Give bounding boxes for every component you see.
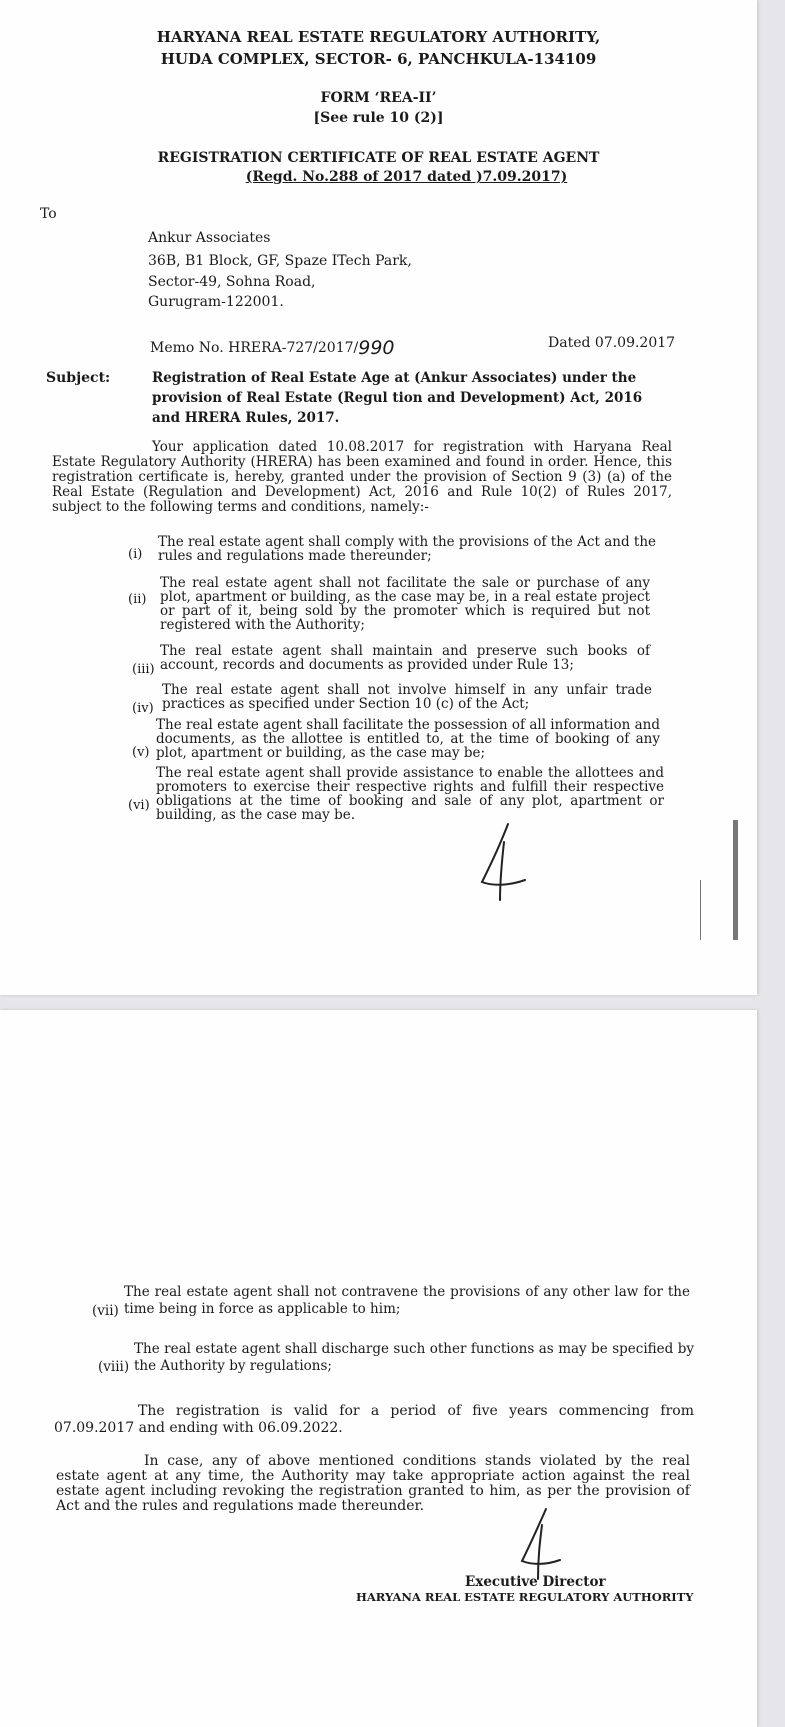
condition-text: The real estate agent shall provide assistance to enable the allottees and promoters to exercise their respective rights and fulfill their respective obligations at the time of booking and sale of any plot, apartment or building, as the case may be. bbox=[156, 765, 664, 823]
condition-number: (v) bbox=[132, 745, 150, 760]
handwritten-memo-number: 990 bbox=[358, 337, 395, 359]
condition-text: The real estate agent shall comply with the provisions of the Act and the rules and regulations made thereunder; bbox=[158, 534, 656, 564]
condition-text: The real estate agent shall discharge such other functions as may be specified by the Authority by regulations; bbox=[134, 1341, 694, 1374]
authority-address: HUDA COMPLEX, SECTOR- 6, PANCHKULA-134109 bbox=[160, 50, 597, 68]
address-line-2: Sector-49, Sohna Road, bbox=[148, 274, 316, 290]
subject-line-2: provision of Real Estate (Regul tion and Development) Act, 2016 bbox=[152, 390, 643, 406]
signature-initials bbox=[510, 1505, 570, 1585]
address-line-1: 36B, B1 Block, GF, Spaze ITech Park, bbox=[148, 253, 412, 269]
memo-number-text: Memo No. HRERA-727/2017/ bbox=[150, 340, 359, 356]
authority-name: HARYANA REAL ESTATE REGULATORY AUTHORITY, bbox=[156, 28, 601, 46]
registration-number: (Regd. No.288 of 2017 dated )7.09.2017) bbox=[245, 169, 568, 185]
condition-text: The real estate agent shall facilitate the possession of all information and documents, as the allottee is entitled to, at the time of booking of any plot, apartment or building, as the case may be; bbox=[156, 717, 660, 761]
subject-line-1: Registration of Real Estate Age at (Ankur Associates) under the bbox=[152, 370, 637, 386]
condition-number: (i) bbox=[128, 547, 143, 562]
condition-number: (viii) bbox=[98, 1359, 130, 1375]
validity-paragraph: The registration is valid for a period of five years commencing from 07.09.2017 and ending with 06.09.2022. bbox=[54, 1403, 694, 1436]
signatory-organization: HARYANA REAL ESTATE REGULATORY AUTHORITY bbox=[356, 1590, 694, 1604]
condition-text: The real estate agent shall not contravene the provisions of any other law for the time being in force as applicable to him; bbox=[124, 1284, 690, 1317]
addressee-name: Ankur Associates bbox=[148, 230, 271, 246]
to-label: To bbox=[40, 206, 57, 222]
memo-date: Dated 07.09.2017 bbox=[548, 335, 676, 351]
condition-number: (ii) bbox=[128, 592, 147, 607]
condition-number: (iii) bbox=[132, 662, 155, 677]
signatory-title: Executive Director bbox=[465, 1574, 606, 1590]
subject-label: Subject: bbox=[46, 370, 111, 386]
condition-number: (iv) bbox=[132, 701, 154, 716]
scan-edge-line bbox=[700, 880, 701, 940]
document-page-2 bbox=[0, 1010, 757, 1727]
subject-line-3: and HRERA Rules, 2017. bbox=[152, 410, 340, 426]
violation-paragraph: In case, any of above mentioned conditions stands violated by the real estate agent at any time, the Authority may take appropriate action against the real estate agent including revoking the registration granted to him, as per the provision of Act and the rules and regulations made thereunder. bbox=[56, 1453, 690, 1514]
memo-number bbox=[150, 335, 395, 357]
signature-initials bbox=[470, 820, 540, 905]
form-name: FORM ‘REA-II’ bbox=[320, 90, 437, 106]
scan-edge-line bbox=[733, 820, 738, 940]
condition-number: (vi) bbox=[128, 798, 150, 813]
certificate-title: REGISTRATION CERTIFICATE OF REAL ESTATE AGENT bbox=[157, 150, 600, 166]
intro-paragraph: Your application dated 10.08.2017 for registration with Haryana Real Estate Regulatory Authority (HRERA) has been examined and found in order. Hence, this registration certificate is, hereby, granted under the provision of Section 9 (3) (a) of the Real Estate (Regulation and Development) Act, 2016 and Rule 10(2) of Rules 2017, subject to the following terms and conditions, namely:- bbox=[52, 439, 672, 515]
rule-reference: [See rule 10 (2)] bbox=[313, 110, 444, 126]
condition-text: The real estate agent shall maintain and preserve such books of account, records and documents as provided under Rule 13; bbox=[160, 643, 650, 673]
condition-text: The real estate agent shall not facilitate the sale or purchase of any plot, apartment or building, as the case may be, in a real estate project or part of it, being sold by the promoter which is required but not registered with the Authority; bbox=[160, 575, 650, 633]
condition-text: The real estate agent shall not involve himself in any unfair trade practices as specified under Section 10 (c) of the Act; bbox=[162, 682, 652, 712]
address-line-3: Gurugram-122001. bbox=[148, 294, 284, 310]
condition-number: (vii) bbox=[92, 1303, 119, 1319]
